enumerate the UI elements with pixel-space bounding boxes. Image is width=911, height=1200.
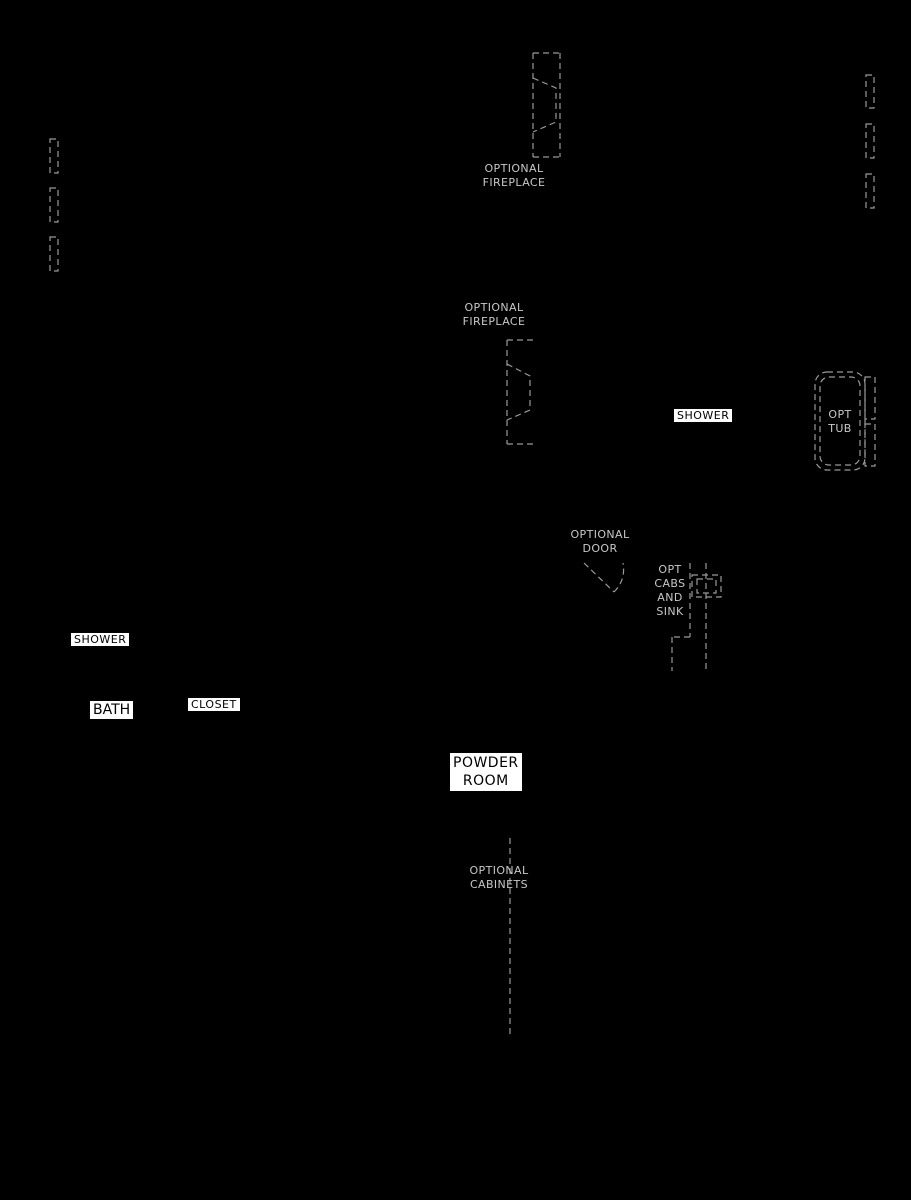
optional-fireplace-mid-symbol [507,340,534,444]
label-line: CABS [654,577,686,590]
opt-cabs-sink-label [648,563,692,619]
optional-cabinets-label [458,864,540,892]
optional-fireplace-top-label [472,162,556,190]
opt-tub-label [820,408,860,436]
label-line: FIREPLACE [482,176,546,189]
label-line: OPTIONAL [469,864,529,877]
optional-fireplace-top-symbol [533,53,560,157]
shower-right-label: SHOWER [674,409,732,422]
label-line: CABINETS [469,878,529,891]
label-line: OPTIONAL [570,528,630,541]
label-line: OPT [828,408,852,421]
window-marks-left [50,139,58,271]
label-line: OPT [658,563,682,576]
label-line: POWDER [453,755,519,771]
window-marks-right [866,75,874,208]
optional-door-swing [584,563,624,592]
label-line: OPTIONAL [464,301,524,314]
closet-label: CLOSET [188,698,240,711]
powder-room-label [450,753,522,791]
optional-fireplace-mid-label [452,301,536,329]
label-line: TUB [828,422,852,435]
label-line: AND [657,591,683,604]
shower-left-label: SHOWER [71,633,129,646]
label-line: FIREPLACE [462,315,526,328]
bath-label: BATH [90,701,133,719]
label-line: ROOM [462,773,509,789]
label-line: DOOR [582,542,618,555]
label-line: SINK [656,605,684,618]
optional-door-label [560,528,640,556]
label-line: OPTIONAL [484,162,544,175]
